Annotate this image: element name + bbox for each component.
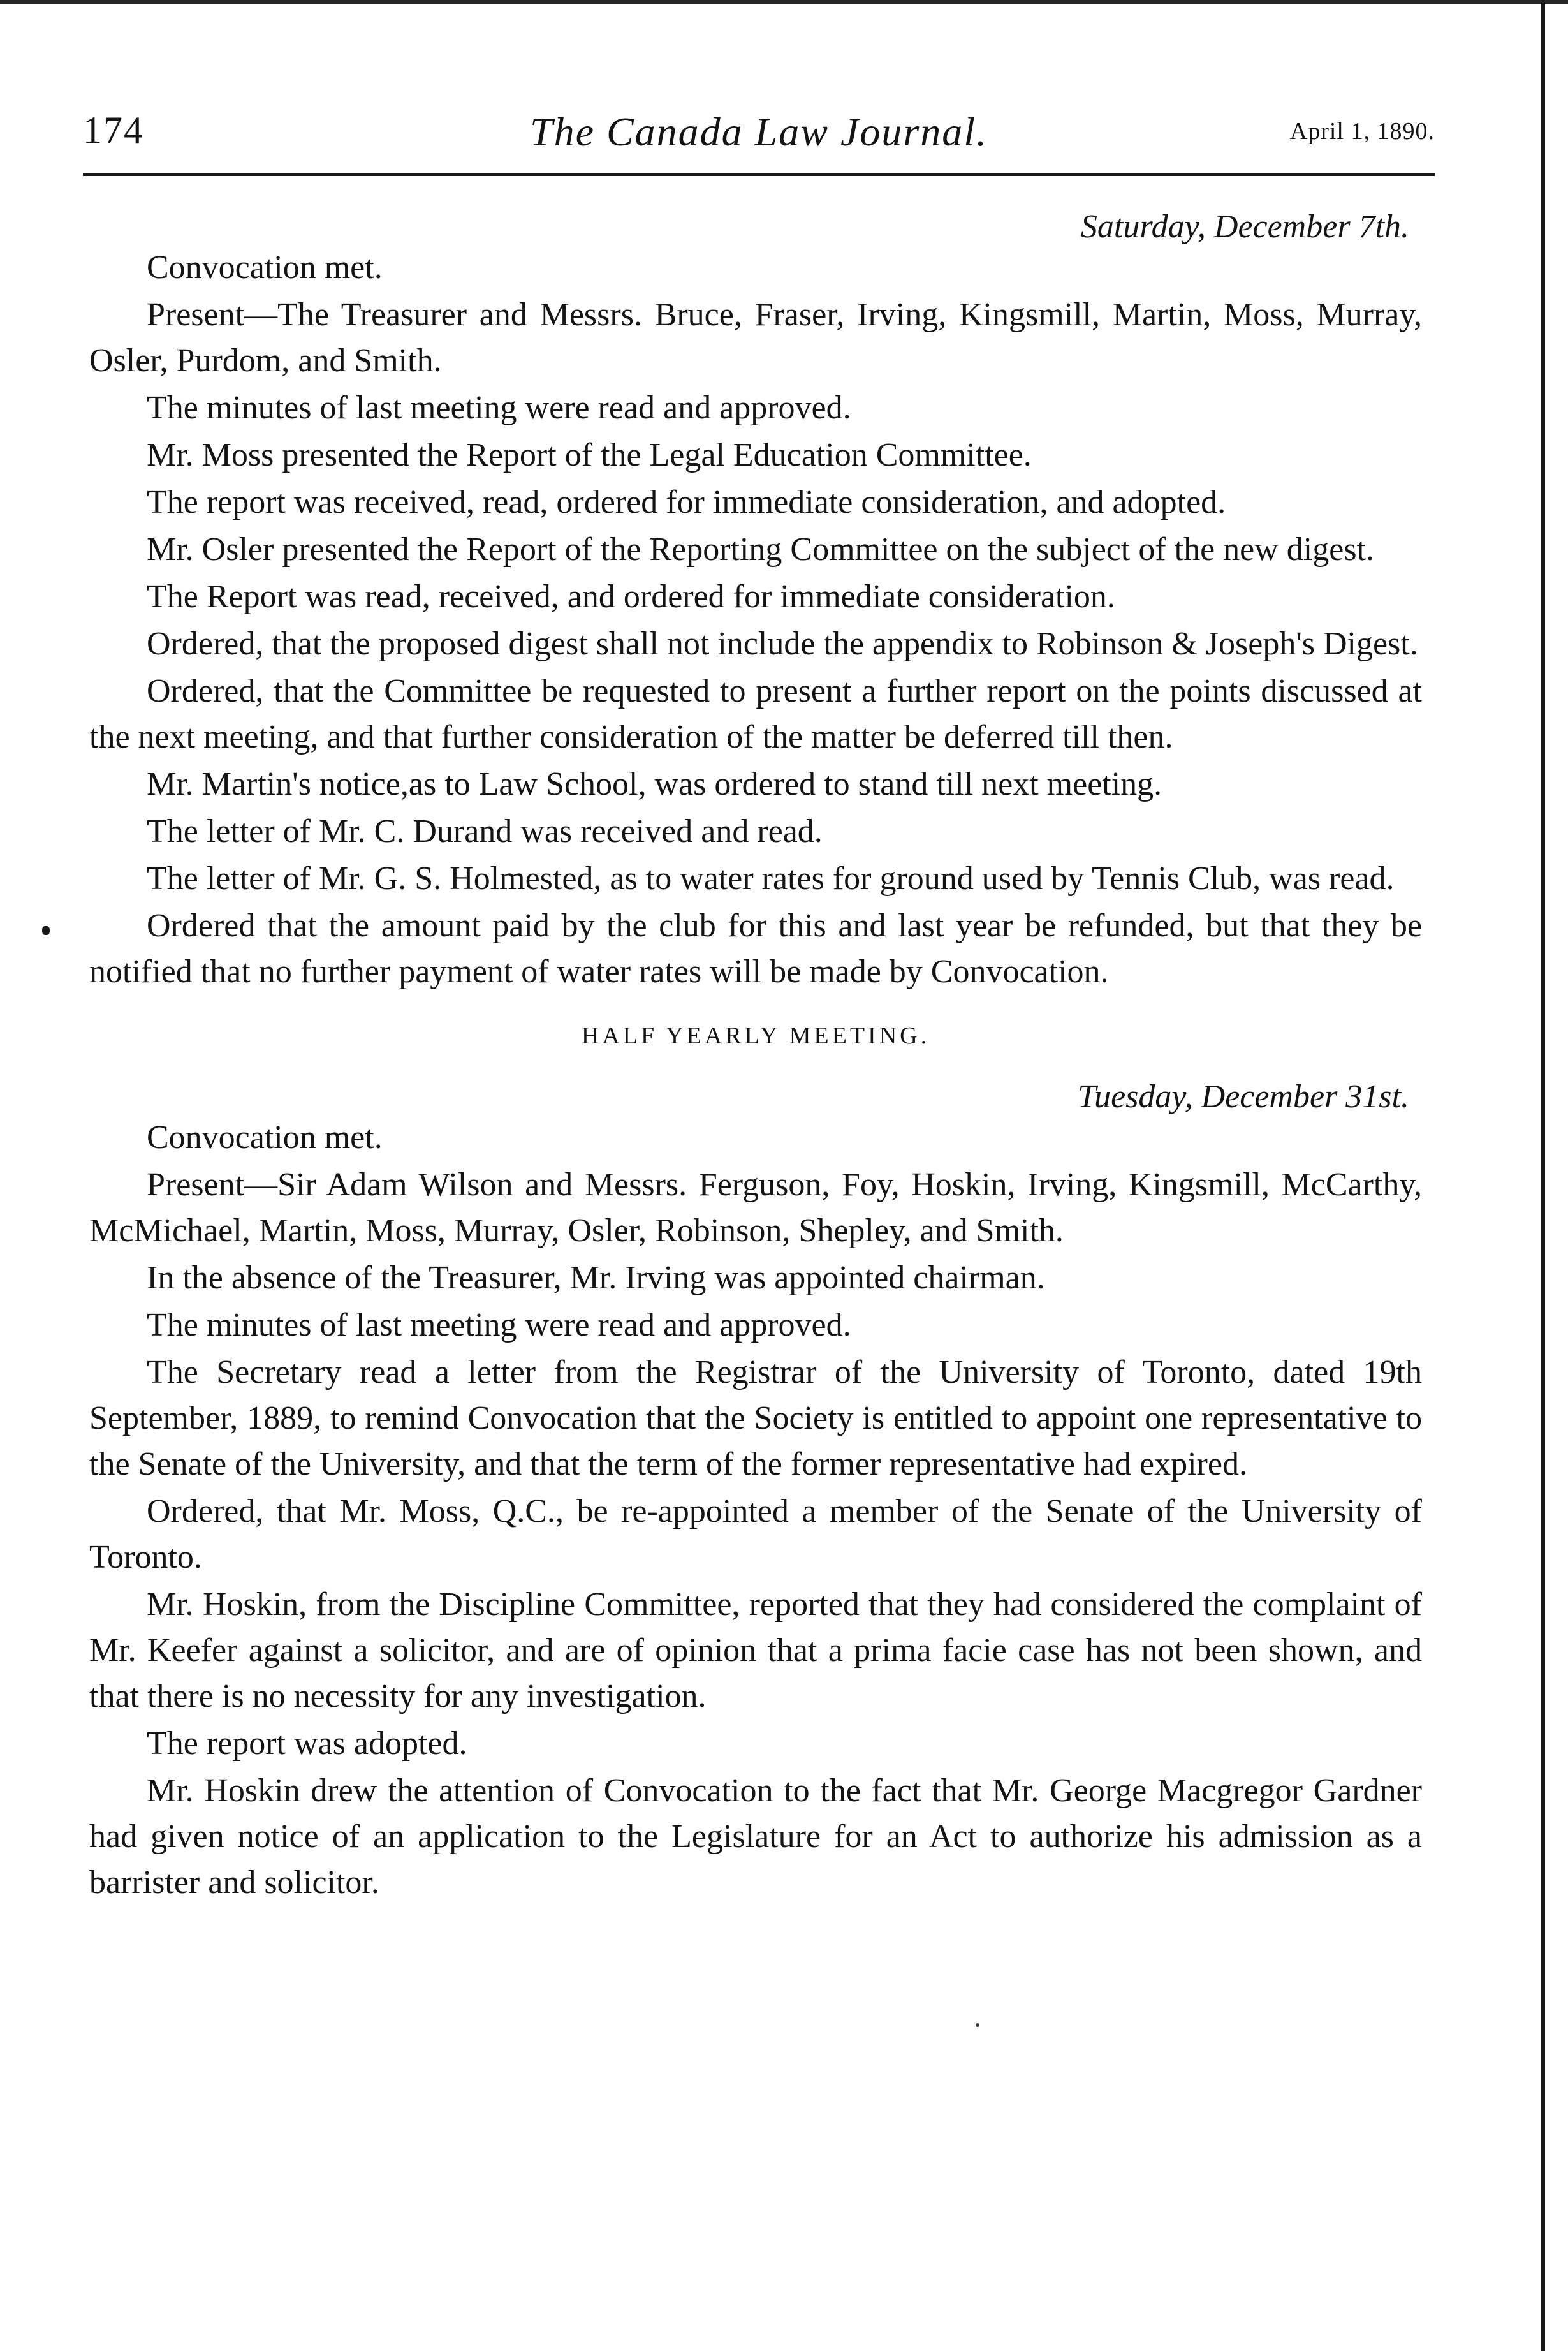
- paragraph: Ordered, that the Committee be requested to present a further report on the points discussed at the next meeting, and that further consideration of the matter be deferred till then.: [89, 673, 1422, 755]
- paragraph: Mr. Martin's notice,as to Law School, was ordered to stand till next meeting.: [147, 766, 1162, 802]
- paragraph: The minutes of last meeting were read and approved.: [147, 390, 851, 426]
- meeting-december-31: [89, 1074, 1422, 1906]
- paragraph: Mr. Hoskin drew the attention of Convocation to the fact that Mr. George Macgregor Gardner had given notice of an application to the Legislature for an Act to authorize his admission as a barrister and solicitor.: [89, 1772, 1422, 1901]
- paragraph: Convocation met.: [147, 249, 383, 286]
- page-top-edge: [0, 0, 1568, 4]
- paragraph: Convocation met.: [147, 1119, 383, 1156]
- paragraph: The letter of Mr. C. Durand was received and read.: [147, 813, 823, 850]
- page-number: 174: [83, 109, 144, 151]
- margin-mark: [42, 926, 50, 935]
- paragraph: The letter of Mr. G. S. Holmested, as to water rates for ground used by Tennis Club, was read.: [147, 860, 1395, 897]
- paragraph: The report was adopted.: [147, 1725, 467, 1762]
- meeting-date: Saturday, December 7th.: [1080, 209, 1409, 245]
- paragraph: The minutes of last meeting were read and approved.: [147, 1307, 851, 1343]
- article-body: [89, 204, 1422, 1907]
- paragraph: Ordered, that the proposed digest shall not include the appendix to Robinson & Joseph's Digest.: [147, 626, 1418, 662]
- issue-date: April 1, 1890.: [1289, 118, 1435, 145]
- paragraph: Ordered, that Mr. Moss, Q.C., be re-appointed a member of the Senate of the University of Toronto.: [89, 1493, 1422, 1575]
- paragraph: Present—The Treasurer and Messrs. Bruce, Fraser, Irving, Kingsmill, Martin, Moss, Murray, Osler, Purdom, and Smith.: [89, 297, 1422, 379]
- page-right-edge: [1541, 0, 1545, 2351]
- paragraph: Mr. Moss presented the Report of the Legal Education Committee.: [147, 437, 1032, 473]
- section-heading: HALF YEARLY MEETING.: [581, 1022, 930, 1049]
- journal-title: The Canada Law Journal.: [529, 109, 988, 154]
- paragraph: The Report was read, received, and ordered for immediate consideration.: [147, 579, 1115, 615]
- print-speck: [976, 2023, 979, 2027]
- paragraph: The report was received, read, ordered for immediate consideration, and adopted.: [147, 484, 1226, 520]
- paragraph: Present—Sir Adam Wilson and Messrs. Ferguson, Foy, Hoskin, Irving, Kingsmill, McCarthy, McMichael, Martin, Moss, Murray, Osler, Robinson, Shepley, and Smith.: [89, 1167, 1422, 1249]
- meeting-december-7: [89, 204, 1422, 995]
- meeting-date: Tuesday, December 31st.: [1078, 1079, 1409, 1115]
- paragraph: Mr. Osler presented the Report of the Reporting Committee on the subject of the new digest.: [147, 531, 1375, 568]
- running-header: [83, 108, 1435, 166]
- paragraph: Ordered that the amount paid by the club for this and last year be refunded, but that they be notified that no further payment of water rates will be made by Convocation.: [89, 908, 1422, 990]
- paragraph: In the absence of the Treasurer, Mr. Irving was appointed chairman.: [147, 1260, 1045, 1296]
- paragraph: The Secretary read a letter from the Registrar of the University of Toronto, dated 19th September, 1889, to remind Convocation that the Society is entitled to appoint one representative to the Senate of the University, and that the term of the former representative had expired.: [89, 1354, 1422, 1482]
- paragraph: Mr. Hoskin, from the Discipline Committee, reported that they had considered the complaint of Mr. Keefer against a solicitor, and are of opinion that a prima facie case has not been shown, and that there is no necessity for any investigation.: [89, 1586, 1422, 1714]
- header-rule: [83, 173, 1435, 176]
